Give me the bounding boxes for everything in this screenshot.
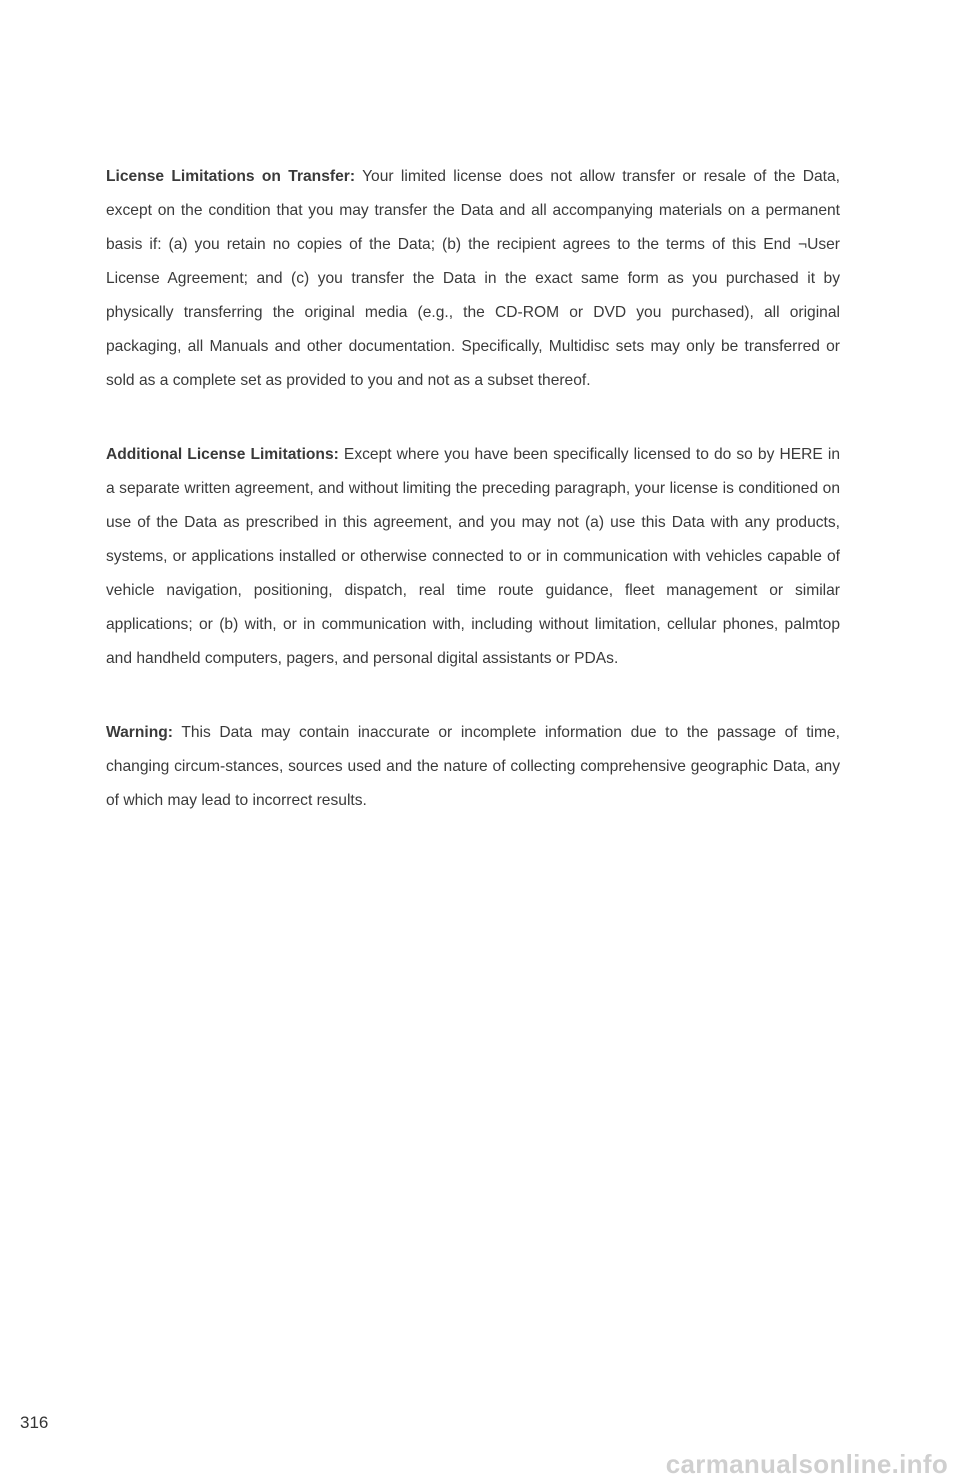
document-body [106, 160, 840, 858]
paragraph-text: Except where you have been specifically licensed to do so by HERE in a separate written agreement, and without limiting the preceding paragraph, your license is conditioned on use of the Data as prescribed in this agreement, and you may not (a) use this Data with any products, systems, or applications installed or otherwise connected to or in communication with vehicles capable of vehicle navigation, positioning, dispatch, real time route guidance, fleet management or similar applications; or (b) with, or in communication with, including without limitation, cellular phones, palmtop and handheld computers, pagers, and personal digital assistants or PDAs. [106, 446, 841, 667]
paragraph-heading: Warning: [106, 724, 173, 741]
paragraph-heading: License Limitations on Transfer: [106, 168, 356, 185]
paragraph-text: Your limited license does not allow transfer or resale of the Data, except on the condition that you may transfer the Data and all accompanying materials on a permanent basis if: (a) you retain no copies of the Data; (b) the recipient agrees to the terms of this End ¬User License Agreement; and (c) you transfer the Data in the exact same form as you purchased it by physically transferring the original media (e.g., the CD-ROM or DVD you purchased), all original packaging, all Manuals and other documentation. Specifically, Multidisc sets may only be transferred or sold as a complete set as provided to you and not as a subset thereof. [106, 168, 840, 389]
paragraph-additional-license-limitations [106, 438, 840, 676]
page-number: 316 [20, 1413, 49, 1432]
watermark: carmanualsonline.info [665, 1449, 948, 1479]
paragraph-text: This Data may contain inaccurate or incomplete information due to the passage of time, changing circum-stances, sources used and the nature of collecting comprehensive geographic Data, any of which may lead to incorrect results. [106, 724, 840, 809]
paragraph-warning [106, 716, 840, 818]
paragraph-heading: Additional License Limitations: [106, 446, 339, 463]
paragraph-license-limitations-on-transfer [106, 160, 840, 398]
